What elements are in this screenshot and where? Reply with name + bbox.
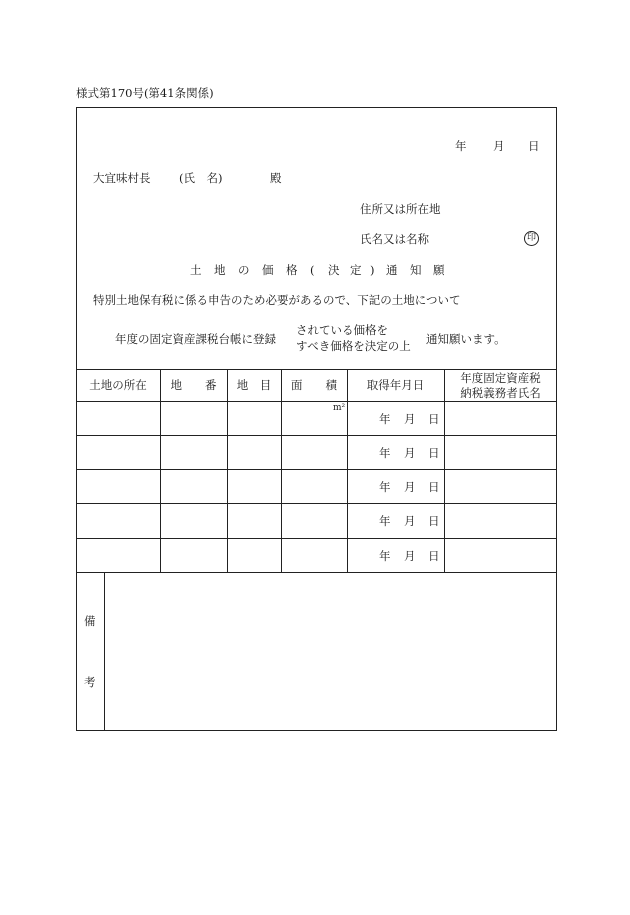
header-day-label: 日 — [528, 139, 540, 153]
table-row-divider-1 — [76, 435, 557, 436]
table-row-divider-4 — [76, 538, 557, 539]
remarks-label-1: 備 — [84, 614, 96, 628]
body-line-1: 特別土地保有税に係る申告のため必要があるので、下記の土地について — [93, 293, 461, 307]
header-year-label: 年 — [455, 139, 467, 153]
row-3-day: 日 — [428, 480, 440, 494]
row-1-day: 日 — [428, 412, 440, 426]
applicant-name-label: 氏名又は名称 — [360, 232, 429, 246]
table-header-bottom — [76, 401, 557, 402]
table-top-border — [76, 369, 557, 370]
header-lot-number: 地 番 — [170, 378, 217, 392]
row-4-month: 月 — [404, 514, 416, 528]
table-row-divider-3 — [76, 503, 557, 504]
body-option-1: されている価格を — [296, 323, 388, 337]
body-prefix: 年度の固定資産課税台帳に登録 — [115, 332, 276, 346]
header-area: 面 積 — [291, 378, 337, 392]
form-title-char-3: の — [238, 263, 250, 277]
area-unit-label: m² — [333, 403, 346, 413]
row-5-day: 日 — [428, 549, 440, 563]
row-2-day: 日 — [428, 446, 440, 460]
row-1-month: 月 — [404, 412, 416, 426]
form-title-char-11: 知 — [410, 263, 422, 277]
body-suffix: 通知願います。 — [426, 332, 506, 346]
row-3-year: 年 — [379, 480, 391, 494]
applicant-address-label: 住所又は所在地 — [360, 202, 441, 216]
form-title-char-12: 願 — [433, 263, 445, 277]
table-col-divider-1 — [160, 369, 161, 572]
header-taxpayer-line-1: 年度固定資産税 — [460, 371, 541, 385]
form-title-char-2: 地 — [214, 263, 226, 277]
row-3-month: 月 — [404, 480, 416, 494]
remarks-divider — [104, 572, 105, 731]
header-land-category: 地 目 — [236, 378, 272, 392]
form-title-char-5: 格 — [286, 263, 298, 277]
header-month-label: 月 — [493, 139, 505, 153]
row-4-year: 年 — [379, 514, 391, 528]
form-frame — [76, 107, 557, 731]
addressee-name-label: (氏 名) — [179, 171, 223, 185]
header-acquisition-date: 取得年月日 — [366, 378, 425, 392]
table-col-divider-3 — [281, 369, 282, 572]
row-2-month: 月 — [404, 446, 416, 460]
form-number: 様式第170号(第41条関係) — [76, 86, 214, 100]
form-title-char-9: ) — [370, 263, 375, 277]
row-4-day: 日 — [428, 514, 440, 528]
form-title-char-1: 土 — [190, 263, 202, 277]
table-col-divider-2 — [227, 369, 228, 572]
header-taxpayer-line-2: 納税義務者氏名 — [460, 386, 541, 400]
form-title-char-7: 決 — [328, 263, 340, 277]
row-1-year: 年 — [379, 412, 391, 426]
row-2-year: 年 — [379, 446, 391, 460]
remarks-label-2: 考 — [84, 675, 96, 689]
form-title-char-4: 価 — [262, 263, 274, 277]
header-location: 土地の所在 — [89, 378, 147, 392]
form-title-char-6: ( — [310, 263, 315, 277]
row-5-month: 月 — [404, 549, 416, 563]
body-option-2: すべき価格を決定の上 — [296, 339, 411, 353]
table-bottom-border — [76, 572, 557, 573]
form-title-char-10: 通 — [386, 263, 398, 277]
table-row-divider-2 — [76, 469, 557, 470]
row-5-year: 年 — [379, 549, 391, 563]
seal-icon: 印 — [524, 231, 539, 246]
addressee-honorific: 殿 — [270, 171, 282, 185]
table-col-divider-4 — [347, 369, 348, 572]
addressee-village-head: 大宜味村長 — [93, 171, 151, 185]
form-title-char-8: 定 — [350, 263, 362, 277]
